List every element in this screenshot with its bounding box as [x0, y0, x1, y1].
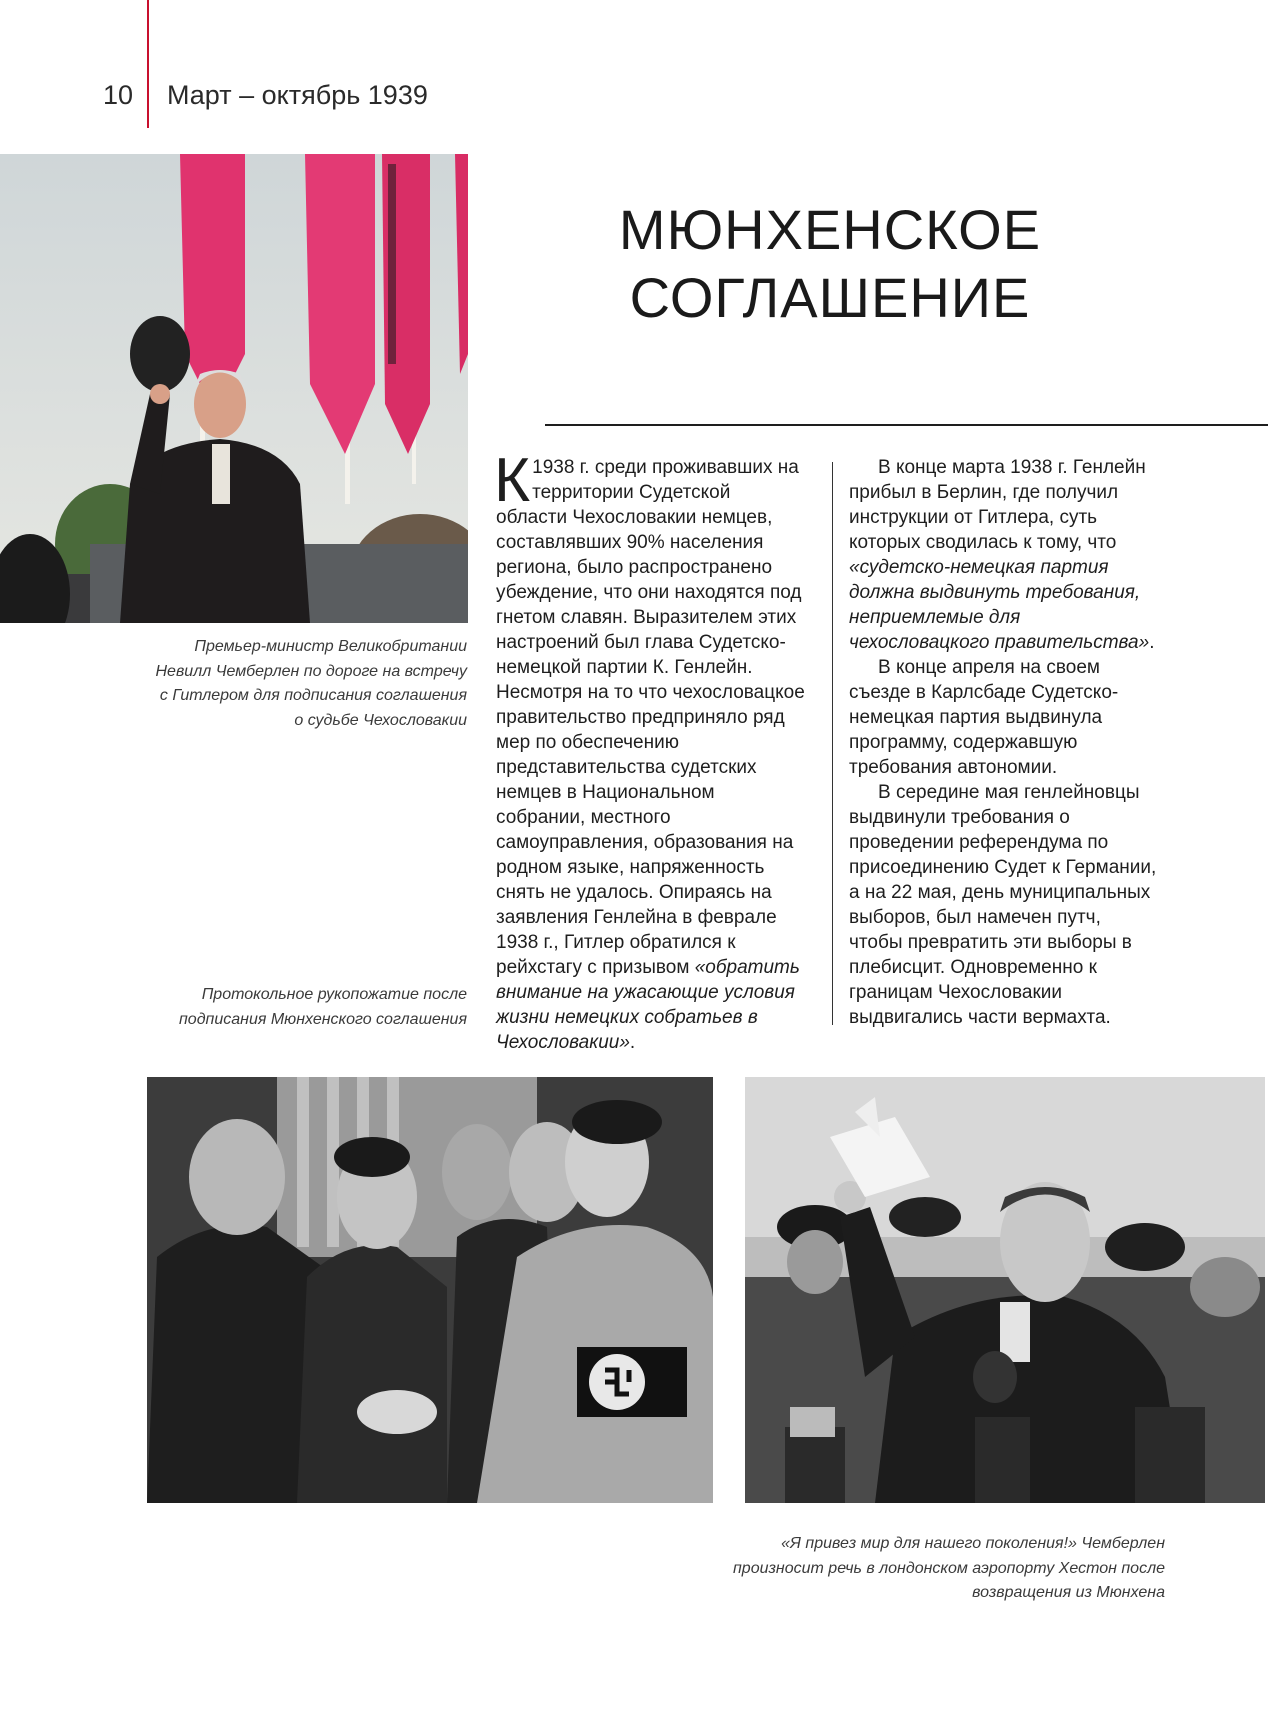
- heston-photo: [745, 1077, 1265, 1503]
- running-title: Март – октябрь 1939: [167, 80, 428, 110]
- caption-heston: «Я привез мир для нашего поколения!» Чемберлен произносит речь в лондонском аэропорту Хестон после возвращения из Мюнхена: [732, 1535, 1165, 1601]
- paragraph-quote: «обратить внимание на ужасающие условия жизни немецких собратьев в Чехословакии»: [496, 957, 800, 1053]
- paragraph-end: .: [1149, 632, 1155, 653]
- paragraph-quote: «судетско-немецкая партия должна выдвинуть требования, неприемлемые для чехословацкого правительства»: [849, 557, 1150, 653]
- page-number: 10: [103, 80, 134, 110]
- chamberlain-color-photo: [0, 154, 468, 623]
- text-column-1: [494, 446, 806, 1055]
- article-title-line-2: СОГЛАШЕНИЕ: [629, 266, 1031, 329]
- drop-cap: К: [494, 446, 531, 515]
- paragraph-text: В конце марта 1938 г. Генлейн прибыл в Берлин, где получил инструкции от Гитлера, суть которых сводилась к тому, что: [849, 457, 1146, 553]
- caption-chamberlain-color: Премьер-министр Великобритании Невилл Чемберлен по дороге на встречу с Гитлером для подписания соглашения о судьбе Чехословакии: [155, 638, 467, 729]
- handshake-photo: [147, 1077, 713, 1503]
- text-column-2: [849, 455, 1159, 1030]
- paragraph-text: 1938 г. среди проживавших на территории Судетской области Чехословакии немцев, составлявших 90% населения региона, было распространено убеждение, что они находятся под гнетом славян. Выразителем этих настроений был глава Судетско-немецкой партии К. Генлейн. Несмотря на то что чехословацкое правительство предприняло ряд мер по обеспечению представительства судетских немцев в Национальном собрании, местного самоуправления, образования на родном языке, напряженность снять не удалось. Опираясь на заявления Генлейна в феврале 1938 г., Гитлер обратился к рейхстагу с призывом: [496, 457, 805, 978]
- paragraph: [849, 455, 1159, 655]
- article-title: [560, 196, 1100, 332]
- header-accent-rule: [147, 0, 149, 128]
- paragraph-end: .: [629, 1032, 636, 1053]
- title-divider: [545, 424, 1268, 426]
- paragraph: В середине мая генлейновцы выдвинули требования о проведении референдума по присоединению Судет к Германии, а на 22 мая, день муниципальных выборов, был намечен путч, чтобы превратить эти выборы в плебисцит. Одновременно к границам Чехословакии выдвигались части вермахта.: [849, 782, 1157, 1028]
- caption-handshake: Протокольное рукопожатие после подписания Мюнхенского соглашения: [179, 986, 467, 1028]
- paragraph: [494, 446, 806, 1055]
- column-divider: [832, 462, 833, 1025]
- article-title-line-1: МЮНХЕНСКОЕ: [618, 198, 1042, 261]
- paragraph: В конце апреля на своем съезде в Карлсбаде Судетско-немецкая партия выдвинула программу, содержавшую требования автономии.: [849, 657, 1119, 778]
